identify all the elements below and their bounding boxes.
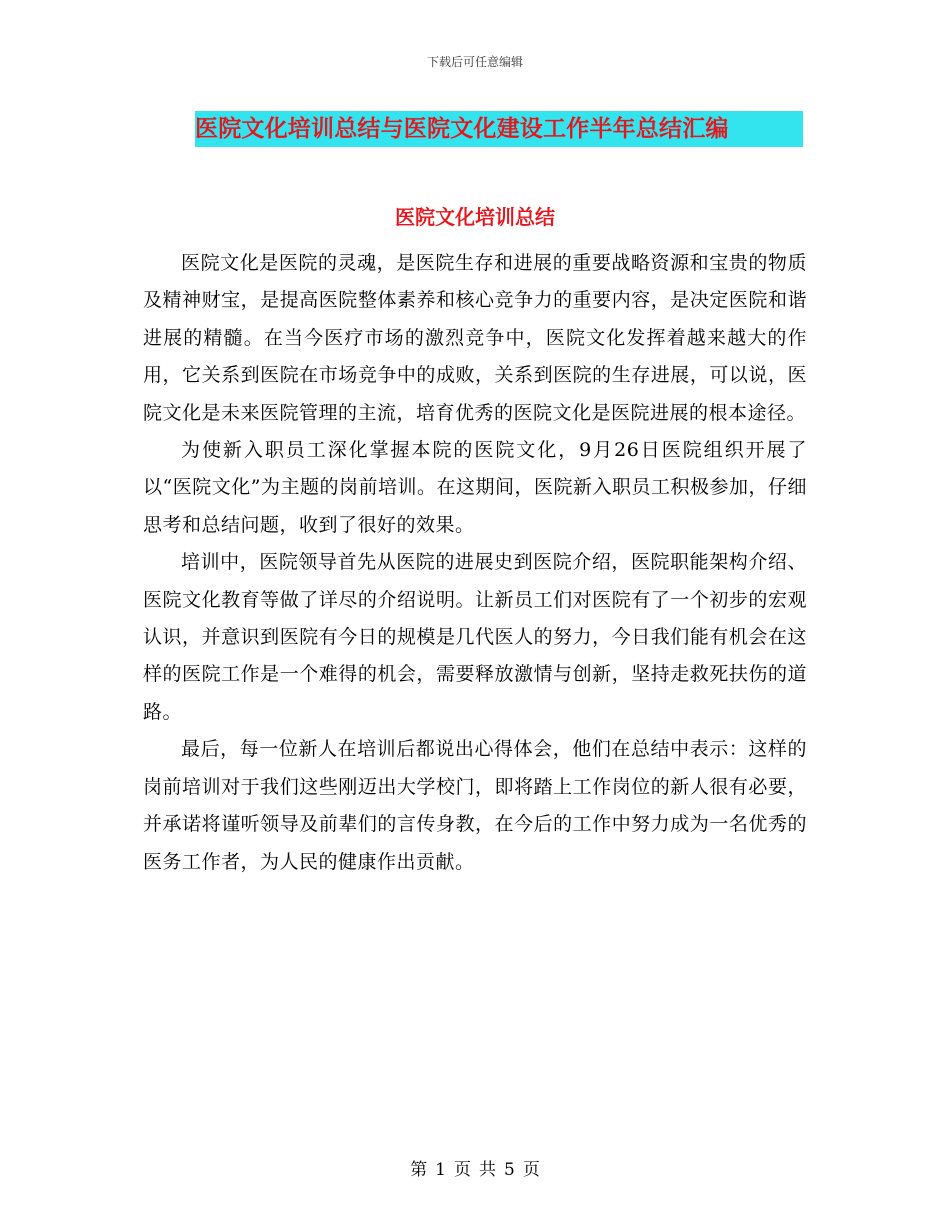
page-footer (0, 1155, 950, 1180)
footer-suffix: 页 (522, 1160, 540, 1180)
main-title-highlight (195, 111, 803, 147)
current-page-number: 1 (435, 1160, 446, 1180)
section-title: 医院文化培训总结 (395, 205, 555, 229)
footer-page-label: 页 (454, 1160, 471, 1180)
paragraph: 为使新入职员工深化掌握本院的医院文化，9月26日医院组织开展了以“医院文化”为主题的岗前培训。在这期间，医院新入职员工积极参加，仔细思考和总结问题，收到了很好的效果。 (143, 439, 807, 536)
document-main-title: 医院文化培训总结与医院文化建设工作半年总结汇编 (195, 115, 729, 142)
footer-prefix: 第 (410, 1160, 428, 1180)
paragraph: 最后，每一位新人在培训后都说出心得体会，他们在总结中表示：这样的岗前培训对于我们这些刚迈出大学校门，即将踏上工作岗位的新人很有必要，并承诺将谨听领导及前辈们的言传身教，在今后的工作中努力成为一名优秀的医务工作者，为人民的健康作出贡献。 (143, 738, 807, 873)
footer-total-label: 共 (479, 1160, 496, 1180)
total-pages-number: 5 (504, 1160, 515, 1180)
page-header-note: 下载后可任意编辑 (426, 55, 523, 69)
paragraph: 医院文化是医院的灵魂，是医院生存和进展的重要战略资源和宝贵的物质及精神财宝，是提高医院整体素养和核心竞争力的重要内容，是决定医院和谐进展的精髓。在当今医疗市场的激烈竞争中，医院文化发挥着越来越大的作用，它关系到医院在市场竞争中的成败，关系到医院的生存进展，可以说，医院文化是未来医院管理的主流，培育优秀的医院文化是医院进展的根本途径。 (143, 252, 807, 424)
paragraph: 培训中，医院领导首先从医院的进展史到医院介绍，医院职能架构介绍、医院文化教育等做了详尽的介绍说明。让新员工们对医院有了一个初步的宏观认识，并意识到医院有今日的规模是几代医人的努力，今日我们能有机会在这样的医院工作是一个难得的机会，需要释放激情与创新，坚持走救死扶伤的道路。 (143, 551, 807, 723)
document-body (143, 245, 807, 881)
